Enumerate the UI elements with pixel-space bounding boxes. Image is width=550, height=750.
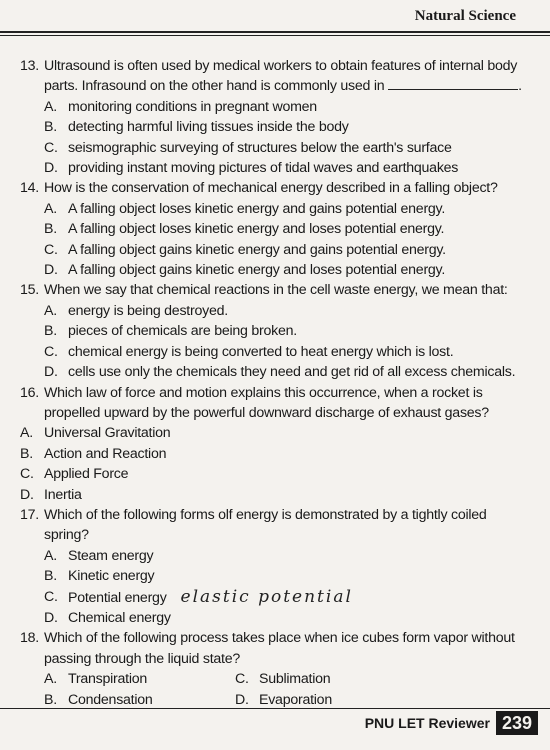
option-b — [20, 444, 530, 464]
option-letter: B. — [44, 691, 57, 708]
header-rule-thick — [0, 31, 550, 33]
option-a — [20, 546, 530, 566]
option-letter: A. — [44, 302, 57, 319]
option-text: pieces of chemicals are being broken. — [68, 323, 297, 340]
option-d — [20, 608, 530, 628]
option-b — [20, 219, 530, 239]
question-text-after-blank: . — [518, 78, 522, 95]
question-text — [44, 56, 530, 97]
question-stem — [20, 628, 530, 669]
option-text: Inertia — [44, 486, 82, 503]
option-letter: A. — [44, 98, 57, 115]
option-grid — [20, 669, 530, 710]
question-text-before-blank: Ultrasound is often used by medical workers to obtain features of internal body parts. Infrasound on the other hand is commonly used in — [44, 58, 518, 95]
page-number: 239 — [496, 711, 538, 735]
option-b — [20, 321, 530, 341]
option-text: Steam energy — [68, 547, 154, 564]
option-d — [235, 690, 450, 710]
option-b — [20, 690, 235, 710]
question-stem — [20, 505, 530, 546]
option-letter: C. — [235, 671, 249, 688]
option-text: energy is being destroyed. — [68, 302, 228, 319]
option-letter: D. — [44, 364, 58, 381]
option-text: A falling object loses kinetic energy and loses potential energy. — [68, 221, 445, 238]
option-letter: A. — [44, 200, 57, 217]
option-text: seismographic surveying of structures below the earth's surface — [68, 139, 452, 156]
option-b — [20, 566, 530, 586]
option-letter: C. — [44, 343, 58, 360]
option-text: Condensation — [68, 691, 153, 708]
option-text: Kinetic energy — [68, 568, 155, 585]
question-14 — [20, 178, 530, 280]
option-letter: B. — [20, 445, 33, 462]
option-text: monitoring conditions in pregnant women — [68, 98, 317, 115]
option-text: cells use only the chemicals they need and get rid of all excess chemicals. — [68, 364, 516, 381]
option-d — [20, 158, 530, 178]
running-header-title: Natural Science — [414, 8, 516, 24]
option-a — [20, 97, 530, 117]
option-b — [20, 117, 530, 137]
option-letter: D. — [44, 609, 58, 626]
option-a — [20, 301, 530, 321]
option-c — [20, 464, 530, 484]
option-a — [20, 423, 530, 443]
answer-blank — [388, 77, 518, 90]
option-text: Applied Force — [44, 466, 129, 483]
option-text: A falling object gains kinetic energy and loses potential energy. — [68, 262, 446, 279]
question-text: How is the conservation of mechanical energy described in a falling object? — [44, 180, 498, 197]
option-text: chemical energy is being converted to heat energy which is lost. — [68, 343, 454, 360]
footer-rule — [0, 708, 550, 709]
option-c — [20, 240, 530, 260]
option-letter: B. — [44, 119, 57, 136]
header-rule-thin — [0, 35, 550, 36]
option-text: A falling object loses kinetic energy and gains potential energy. — [68, 200, 446, 217]
page-footer — [365, 711, 538, 735]
option-letter: D. — [44, 160, 58, 177]
option-letter: D. — [20, 486, 34, 503]
option-a — [20, 199, 530, 219]
option-text: Chemical energy — [68, 609, 171, 626]
option-letter: B. — [44, 568, 57, 585]
question-number: 16. — [20, 384, 39, 401]
question-text: Which of the following process takes place when ice cubes form vapor without passing through the liquid state? — [44, 630, 515, 667]
option-letter: C. — [44, 588, 58, 605]
option-letter: B. — [44, 323, 57, 340]
option-text: Action and Reaction — [44, 445, 167, 462]
question-number: 14. — [20, 180, 39, 197]
option-c — [235, 669, 450, 689]
option-column-right — [235, 669, 450, 710]
option-text: Evaporation — [259, 691, 332, 708]
option-text: Transpiration — [68, 671, 148, 688]
question-16 — [20, 383, 530, 505]
question-stem — [20, 56, 530, 97]
question-number: 15. — [20, 282, 39, 299]
option-text: A falling object gains kinetic energy and gains potential energy. — [68, 241, 446, 258]
question-18 — [20, 628, 530, 710]
option-letter: A. — [20, 425, 33, 442]
option-letter: A. — [44, 671, 57, 688]
question-text: When we say that chemical reactions in the cell waste energy, we mean that: — [44, 282, 508, 299]
option-letter: C. — [44, 241, 58, 258]
option-text: Potential energy — [68, 589, 167, 606]
option-text: Universal Gravitation — [44, 425, 171, 442]
option-letter: D. — [235, 691, 249, 708]
question-stem — [20, 280, 530, 300]
option-d — [20, 362, 530, 382]
option-c — [20, 342, 530, 362]
question-number: 18. — [20, 630, 39, 647]
question-17 — [20, 505, 530, 628]
option-text: detecting harmful living tissues inside the body — [68, 119, 349, 136]
option-c — [20, 138, 530, 158]
footer-label: PNU LET Reviewer — [364, 715, 490, 731]
question-list — [20, 56, 530, 710]
handwritten-note: elastic potential — [180, 586, 353, 607]
question-text: Which law of force and motion explains this occurrence, when a rocket is propelled upward by the powerful downward discharge of exhaust gases? — [44, 384, 489, 421]
option-text: Sublimation — [259, 671, 331, 688]
question-13 — [20, 56, 530, 178]
option-text: providing instant moving pictures of tidal waves and earthquakes — [68, 160, 459, 177]
option-c — [20, 587, 530, 608]
question-stem — [20, 178, 530, 198]
option-d — [20, 485, 530, 505]
question-text: Which of the following forms olf energy is demonstrated by a tightly coiled spring? — [44, 506, 487, 544]
option-letter: C. — [20, 466, 34, 483]
option-letter: C. — [44, 139, 58, 156]
option-letter: B. — [44, 221, 57, 238]
option-column-left — [20, 669, 235, 710]
question-number: 13. — [20, 58, 39, 74]
option-a — [20, 669, 235, 689]
question-stem — [20, 383, 530, 424]
question-number: 17. — [20, 506, 39, 523]
option-letter: A. — [44, 547, 57, 564]
option-letter: D. — [44, 262, 58, 279]
question-15 — [20, 280, 530, 382]
option-d — [20, 260, 530, 280]
